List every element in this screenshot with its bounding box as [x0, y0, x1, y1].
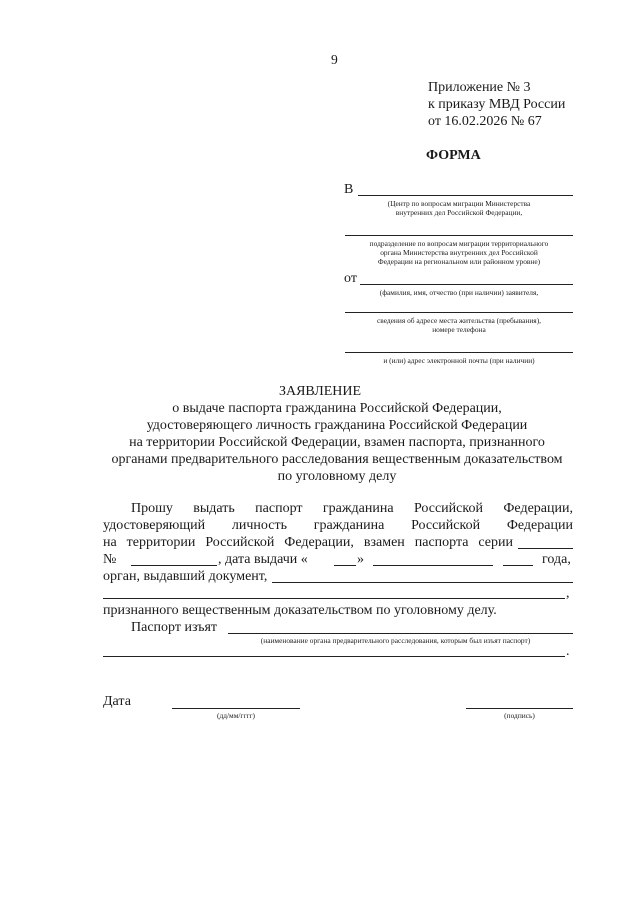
applicant-email-line[interactable] [345, 352, 573, 353]
address-hint-line-2: номере телефона [432, 325, 486, 334]
recipient-hint-2-line-2: органа Министерства внутренних дел Российской [380, 248, 538, 257]
recipient-hint-2 [345, 239, 573, 266]
title-line-3: на территории Российской Федерации, взамен паспорта, признанного [129, 435, 545, 450]
recipient-hint-1-line-1: (Центр по вопросам миграции Министерства [387, 199, 531, 208]
recipient-hint-2-line-3: Федерации на региональном или районном уровне) [377, 257, 541, 266]
issuing-authority-label: орган, выдавший документ, [103, 569, 268, 584]
issue-year-line[interactable] [503, 565, 533, 566]
recipient-hint-1-line-2: внутренних дел Российской Федерации, [395, 208, 523, 217]
year-label: года, [542, 552, 571, 567]
date-label: Дата [103, 694, 131, 709]
title-line-1: о выдаче паспорта гражданина Российской Федерации, [172, 401, 502, 416]
title-main: ЗАЯВЛЕНИЕ [278, 384, 362, 399]
email-hint: и (или) адрес электронной почты (при наличии) [383, 356, 535, 365]
line-9-period: . [566, 644, 570, 659]
address-hint [345, 316, 573, 334]
passport-number-line[interactable] [131, 565, 217, 566]
recipient-field-line[interactable] [358, 195, 573, 196]
applicant-name-line[interactable] [360, 284, 573, 285]
to-prefix: В [344, 182, 354, 197]
body-line-3: на территории Российской Федерации, взамен паспорта серии [103, 535, 513, 550]
appendix-line-3: от 16.02.2026 № 67 [428, 114, 542, 129]
line-6-comma: , [566, 586, 570, 601]
form-label: ФОРМА [426, 148, 481, 163]
body-line-1: Прошу выдать паспорт гражданина Российской Федерации, [131, 501, 573, 516]
seizing-authority-hint: (наименование органа предварительного расследования, которым был изъят паспорт) [260, 636, 531, 645]
issue-date-label: , дата выдачи « [218, 552, 308, 567]
date-line[interactable] [172, 708, 300, 709]
signature-line[interactable] [466, 708, 573, 709]
title-line-5: по уголовному делу [277, 469, 397, 484]
body-line-7: признанного вещественным доказательством по уголовному делу. [103, 603, 497, 618]
appendix-line-2: к приказу МВД России [428, 97, 566, 112]
seizing-authority-line[interactable] [228, 633, 573, 634]
from-prefix: от [344, 271, 357, 286]
issue-day-line[interactable] [334, 565, 356, 566]
applicant-hint: (фамилия, имя, отчество (при наличии) заявителя, [379, 288, 539, 297]
issuing-authority-line[interactable] [272, 582, 573, 583]
page-number: 9 [331, 52, 338, 67]
address-hint-line-1: сведения об адресе места жительства (пребывания), [376, 316, 542, 325]
recipient-hint-1 [345, 199, 573, 217]
recipient-hint-2-line-1: подразделение по вопросам миграции территориального [369, 239, 549, 248]
seizing-authority-line-2[interactable] [103, 656, 565, 657]
seized-label: Паспорт изъят [131, 620, 218, 635]
recipient-field-line-2[interactable] [345, 235, 573, 236]
issuing-authority-line-2[interactable] [103, 598, 565, 599]
body-line-2: удостоверяющий личность гражданина Российской Федерации [103, 518, 573, 533]
passport-series-line[interactable] [518, 548, 573, 549]
signature-hint: (подпись) [504, 711, 535, 720]
appendix-line-1: Приложение № 3 [428, 80, 531, 95]
applicant-address-line[interactable] [345, 312, 573, 313]
title-line-2: удостоверяющего личность гражданина Российской Федерации [146, 418, 528, 433]
number-sign: № [103, 552, 117, 567]
issue-month-line[interactable] [373, 565, 493, 566]
issue-day-close: » [357, 552, 364, 567]
date-hint: (дд/мм/гггг) [216, 711, 256, 720]
title-line-4: органами предварительного расследования вещественным доказательством [111, 452, 563, 467]
